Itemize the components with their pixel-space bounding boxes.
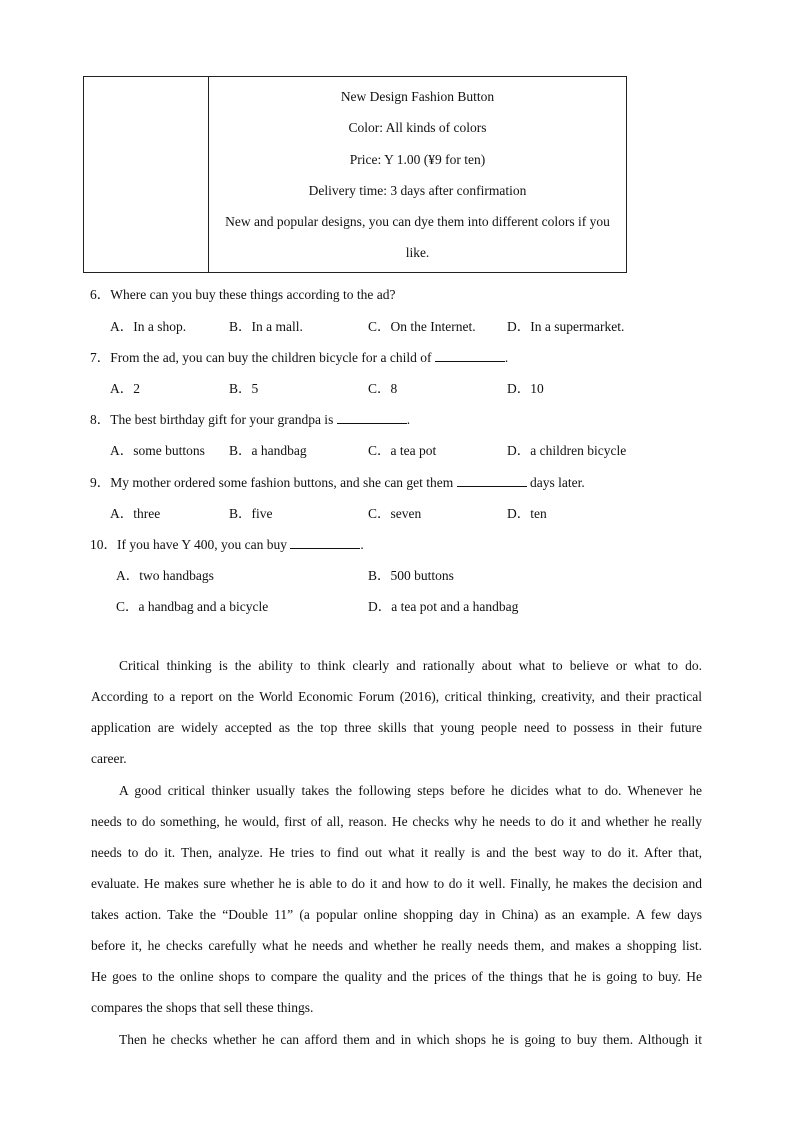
ad-description-cell [209,77,626,272]
question-text: Where can you buy these things according to the ad? [110,287,396,302]
passage-p2-line-2: needs to do something, he would, first of all, reason. He checks why he needs to do it and whether he really [91,814,702,829]
question-text: The best birthday gift for your grandpa is [110,412,334,427]
q7-option-a[interactable]: A．2 [110,381,140,396]
ad-description-line-2: like. [405,245,430,260]
question-7 [90,346,508,366]
question-number: 8． [90,412,111,427]
question-8 [90,408,410,428]
question-text: My mother ordered some fashion buttons, and she can get them [110,475,454,490]
q7-option-b[interactable]: B．5 [229,381,259,396]
ad-delivery: Delivery time: 3 days after confirmation [308,183,527,198]
q6-option-c[interactable]: C．On the Internet. [368,319,476,334]
q9-option-d[interactable]: D．ten [507,506,547,521]
question-number: 6． [90,287,111,302]
question-text-end: . [360,537,364,552]
q6-option-b[interactable]: B．In a mall. [229,319,303,334]
q9-option-b[interactable]: B．five [229,506,273,521]
q9-option-c[interactable]: C．seven [368,506,422,521]
question-number: 9． [90,475,111,490]
passage-p2-line-6: before it, he checks carefully what he needs and whether he really needs them, and makes a shopping list. [91,938,702,953]
q10-option-b[interactable]: B．500 buttons [368,568,454,583]
q7-option-c[interactable]: C．8 [368,381,398,396]
answer-blank[interactable] [290,536,360,549]
question-text: From the ad, you can buy the children bicycle for a child of [110,350,432,365]
passage-p2-line-8: compares the shops that sell these things. [91,1000,314,1015]
ad-description-line-1: New and popular designs, you can dye them into different colors if you [225,214,610,229]
passage-p2-line-5: takes action. Take the “Double 11” (a popular online shopping day in China) as an example. A few days [91,907,702,922]
ad-color: Color: All kinds of colors [348,120,487,135]
ad-price: Price: Y 1.00 (¥9 for ten) [349,152,486,167]
question-text: If you have Y 400, you can buy [117,537,287,552]
passage-p1-line-4: career. [91,751,127,766]
answer-blank[interactable] [457,474,527,487]
question-6 [90,283,396,303]
passage-p1-line-2: According to a report on the World Economic Forum (2016), critical thinking, creativity, and their practical [91,689,702,704]
answer-blank[interactable] [435,349,505,362]
q10-option-d[interactable]: D．a tea pot and a handbag [368,599,519,614]
ad-product-name: New Design Fashion Button [340,89,495,104]
passage-p2-line-3: needs to do it. Then, analyze. He tries to find out what it really is and the best way to do it. After that, [91,845,702,860]
passage-p1-line-3: application are widely accepted as the top three skills that young people need to possess in their future [91,720,702,735]
passage-p2-line-7: He goes to the online shops to compare the quality and the prices of the things that he is going to buy. He [91,969,702,984]
q6-option-a[interactable]: A．In a shop. [110,319,187,334]
ad-table [83,76,627,273]
q10-option-a[interactable]: A．two handbags [116,568,214,583]
q8-option-b[interactable]: B．a handbag [229,443,307,458]
question-10 [90,533,364,553]
answer-blank[interactable] [337,411,407,424]
passage-p2-line-1: A good critical thinker usually takes the following steps before he dicides what to do. Whenever he [119,783,702,798]
q7-option-d[interactable]: D．10 [507,381,544,396]
q6-option-d[interactable]: D．In a supermarket. [507,319,625,334]
q8-option-a[interactable]: A．some buttons [110,443,205,458]
question-text-end: days later. [530,475,585,490]
passage-p3-line-1: Then he checks whether he can afford them and in which shops he is going to buy them. Although it [119,1032,702,1047]
passage-p1-line-1: Critical thinking is the ability to think clearly and rationally about what to believe or what to do. [119,658,702,673]
question-number: 7． [90,350,111,365]
question-number: 10． [90,537,117,552]
passage-p2-line-4: evaluate. He makes sure whether he is able to do it and how to do it well. Finally, he makes the decision and [91,876,702,891]
q8-option-c[interactable]: C．a tea pot [368,443,437,458]
question-9 [90,471,585,491]
question-text-end: . [504,350,509,365]
q9-option-a[interactable]: A．three [110,506,161,521]
ad-image-cell [84,77,209,272]
q8-option-d[interactable]: D．a children bicycle [507,443,627,458]
q10-option-c[interactable]: C．a handbag and a bicycle [116,599,269,614]
question-text-end: . [406,412,411,427]
